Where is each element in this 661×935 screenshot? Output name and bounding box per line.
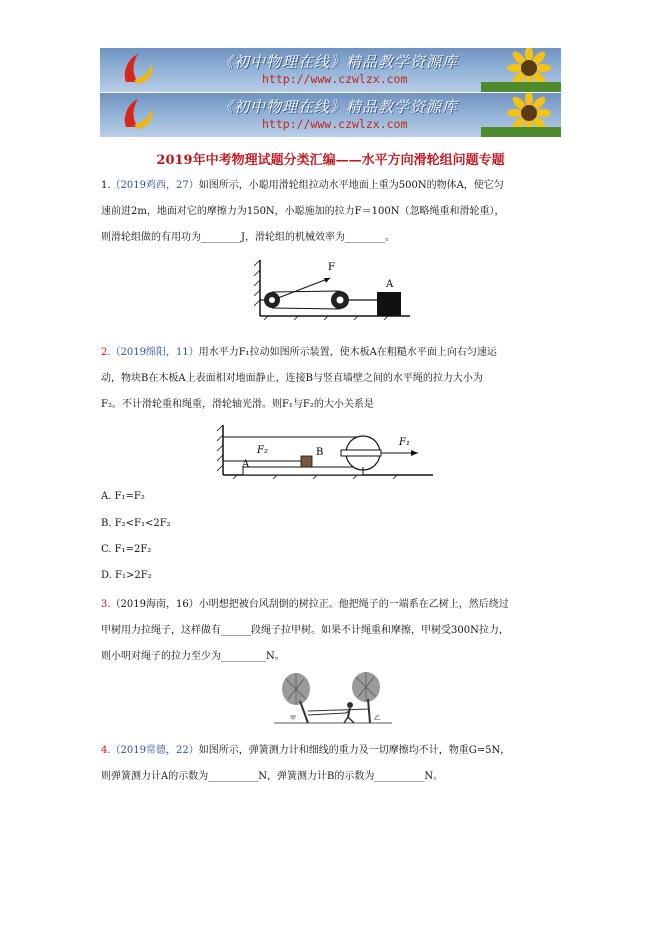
person-pulling [344, 702, 354, 723]
question-1-line-1 [101, 179, 562, 193]
banner-url[interactable]: http://www.czwlzx.com [262, 117, 408, 131]
option-d: D. F₁>2F₂ [101, 570, 152, 581]
banner-title: 《初中物理在线》精品教学资源库 [218, 53, 459, 71]
question-source: （2019鸡西，27） [110, 180, 199, 191]
header-banner [100, 93, 561, 137]
block-a-label: A [386, 279, 394, 290]
question-2-line-2: 动，物块B在木板A上表面相对地面静止，连接B与竖直墙壁之间的水平绳的拉力大小为 [101, 373, 483, 384]
question-number: 1. [101, 180, 111, 191]
option-c: C. F₁=2F₂ [101, 544, 152, 555]
question-1-line-2: 速前进2m，地面对它的摩擦力为150N，小聪施加的拉力F＝100N（忽略绳重和滑轮重）， [101, 206, 505, 217]
force-f2-label: F₂ [257, 445, 268, 456]
pulley-diagram-2 [213, 421, 433, 479]
question-2-line-1 [101, 346, 562, 360]
sunflower-icon [481, 48, 561, 92]
board-a-label: A [242, 459, 250, 470]
trees-diagram [274, 671, 392, 727]
force-f1-label: F₁ [399, 437, 410, 448]
question-text: 用水平力F₁拉动如图所示装置，使木板A在粗糙水平面上向右匀速运 [198, 347, 497, 358]
force-f-label: F [328, 262, 335, 273]
site-logo-icon [118, 52, 158, 88]
question-3-line-1 [101, 598, 562, 612]
question-source: （2019绵阳，11） [110, 347, 199, 358]
question-text: 如图所示，弹簧测力计和细线的重力及一切摩擦均不计，物重G=5N， [198, 745, 511, 756]
question-3-line-2: 甲树用力拉绳子，这样做有______段绳子拉甲树。如果不计绳重和摩擦，甲树受300N拉力， [101, 625, 509, 636]
question-source: （2019海南，16） [110, 599, 199, 610]
sunflower-icon [481, 93, 561, 137]
question-text: 如图所示，小聪用滑轮组拉动水平地面上重为500N的物体A，使它匀 [198, 180, 504, 191]
question-2-line-3: F₂。不计滑轮重和绳重，滑轮轴光滑。则F₁与F₂的大小关系是 [101, 399, 374, 410]
option-a: A. F₁=F₂ [101, 491, 145, 502]
banner-url[interactable]: http://www.czwlzx.com [262, 72, 408, 86]
question-4-line-2: 则弹簧测力计A的示数为__________N，弹簧测力计B的示数为__________N。 [101, 771, 444, 782]
question-text: 小明想把被台风刮倒的树拉正。他把绳子的一端系在乙树上，然后绕过 [198, 599, 509, 610]
document-title: 2019年中考物理试题分类汇编——水平方向滑轮组问题专题 [156, 153, 505, 168]
question-number: 4. [101, 745, 111, 756]
banner-title: 《初中物理在线》精品教学资源库 [218, 98, 459, 116]
header-banner [100, 48, 561, 92]
site-logo-icon [118, 97, 158, 133]
question-4-line-1 [101, 744, 562, 758]
pulley-diagram-1 [254, 256, 410, 320]
question-source: （2019常德，22） [110, 745, 199, 756]
question-3-line-3: 则小明对绳子的拉力至少为_________N。 [101, 651, 285, 662]
block-b-label: B [316, 447, 324, 458]
tree-yi-label: 乙 [374, 715, 381, 722]
tree-jia-label: 甲 [290, 715, 297, 722]
question-number: 2. [101, 347, 111, 358]
question-number: 3. [101, 599, 111, 610]
option-b: B. F₂<F₁<2F₂ [101, 518, 171, 529]
question-1-line-3: 则滑轮组做的有用功为________J，滑轮组的机械效率为________。 [101, 232, 396, 243]
